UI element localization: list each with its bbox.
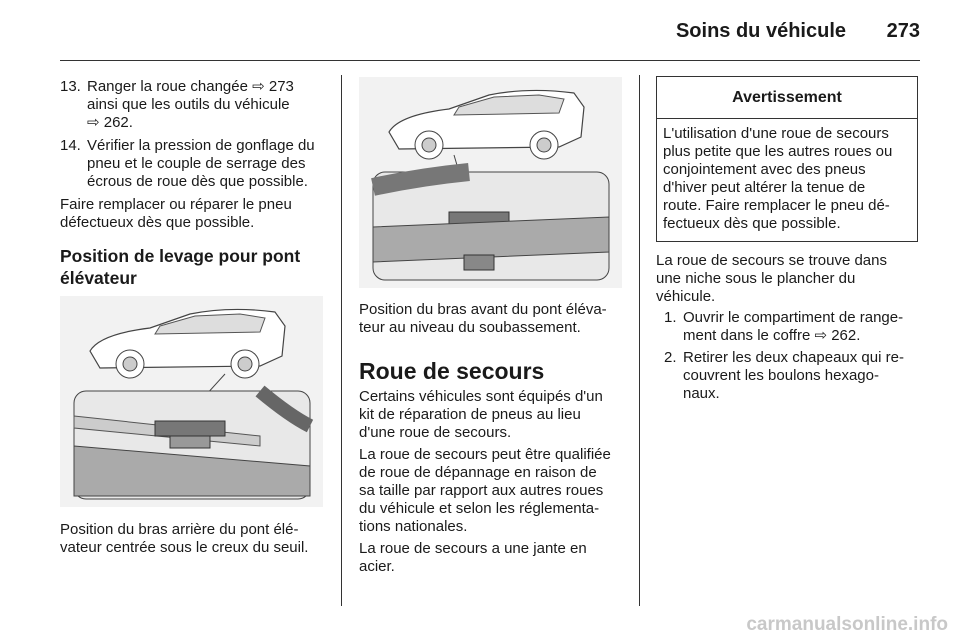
text-line: écrous de roue dès que possible. — [87, 173, 308, 190]
text-line: Ranger la roue changée ⇨ 273 — [87, 78, 294, 95]
text-line: La roue de secours peut être qualifiée — [359, 446, 611, 463]
paragraph — [656, 252, 887, 306]
text-line: ⇨ 262. — [87, 114, 133, 131]
page-number: 273 — [886, 20, 920, 42]
text-line: d'une roue de secours. — [359, 424, 512, 441]
header-rule — [60, 60, 920, 61]
text-line: La roue de secours se trouve dans — [656, 252, 887, 269]
column-divider — [639, 75, 640, 606]
text-line: pneu et le couple de serrage des — [87, 155, 306, 172]
text-line: Ouvrir le compartiment de range- — [683, 309, 904, 326]
text-line: fectueux dès que possible. — [663, 215, 841, 232]
text-line: route. Faire remplacer le pneu dé- — [663, 197, 890, 214]
text-line: Certains véhicules sont équipés d'un — [359, 388, 603, 405]
figure-front-lift-point — [359, 77, 622, 288]
text-line: couvrent les boulons hexago- — [683, 367, 879, 384]
text-line: de roue de dépannage en raison de — [359, 464, 597, 481]
heading-line: Position de levage pour pont — [60, 246, 301, 266]
text-line: tions nationales. — [359, 518, 468, 535]
list-item-13 — [60, 78, 330, 134]
watermark: carmanualsonline.info — [746, 614, 948, 635]
list-item-2 — [664, 349, 924, 405]
text-line: Faire remplacer ou réparer le pneu — [60, 196, 292, 213]
text-line: d'hiver peut altérer la tenue de — [663, 179, 866, 196]
text-line: Position du bras arrière du pont élé- — [60, 521, 299, 538]
text-line: Retirer les deux chapeaux qui re- — [683, 349, 904, 366]
text-line: Vérifier la pression de gonflage du — [87, 137, 315, 154]
list-number: 2. — [664, 349, 677, 366]
text-line: acier. — [359, 558, 395, 575]
text-line: du véhicule et selon les réglementa- — [359, 500, 600, 517]
warning-title: Avertissement — [657, 77, 917, 119]
heading-line: élévateur — [60, 268, 137, 288]
figure-caption — [60, 521, 308, 557]
text-line: véhicule. — [656, 288, 716, 305]
text-line: vateur centrée sous le creux du seuil. — [60, 539, 309, 556]
paragraph — [359, 388, 603, 442]
running-header-title: Soins du véhicule — [675, 20, 846, 42]
text-line: sa taille par rapport aux autres roues — [359, 482, 604, 499]
text-line: défectueux dès que possible. — [60, 214, 255, 231]
paragraph — [359, 446, 611, 536]
list-number: 1. — [664, 309, 677, 326]
list-number: 14. — [60, 137, 81, 154]
section-heading: Roue de secours — [359, 358, 545, 384]
list-item-14 — [60, 137, 330, 193]
car-lift-illustration — [60, 296, 323, 507]
section-heading — [60, 245, 300, 289]
text-line: Position du bras avant du pont éléva- — [359, 301, 607, 318]
text-line: kit de réparation de pneus au lieu — [359, 406, 581, 423]
warning-box — [656, 76, 918, 242]
column-divider — [341, 75, 342, 606]
text-line: conjointement avec des pneus — [663, 161, 866, 178]
text-line: ment dans le coffre ⇨ 262. — [683, 327, 861, 344]
text-line: teur au niveau du soubassement. — [359, 319, 581, 336]
text-line: une niche sous le plancher du — [656, 270, 856, 287]
paragraph — [359, 540, 587, 576]
car-lift-illustration — [359, 77, 622, 288]
figure-rear-lift-point — [60, 296, 323, 507]
list-item-1 — [664, 309, 924, 347]
text-line: ainsi que les outils du véhicule — [87, 96, 290, 113]
paragraph — [60, 196, 292, 232]
text-line: La roue de secours a une jante en — [359, 540, 587, 557]
warning-body — [657, 119, 917, 233]
text-line: L'utilisation d'une roue de secours — [663, 125, 889, 142]
figure-caption — [359, 301, 607, 337]
list-number: 13. — [60, 78, 81, 95]
text-line: plus petite que les autres roues ou — [663, 143, 893, 160]
text-line: naux. — [683, 385, 720, 402]
